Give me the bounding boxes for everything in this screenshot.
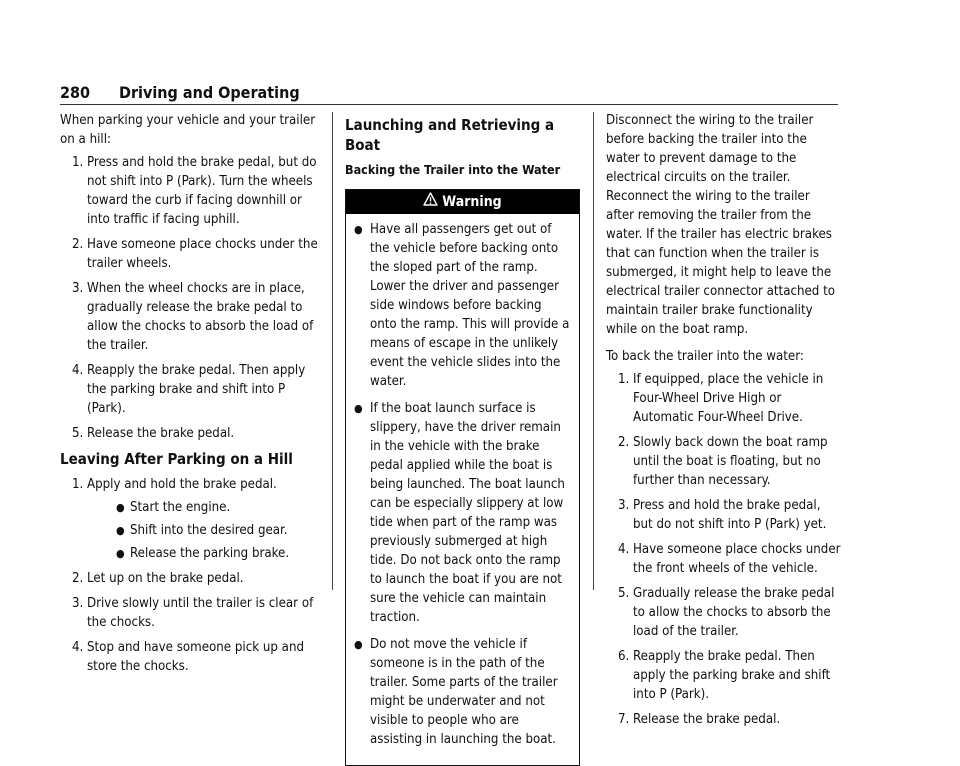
list-item: 5. Release the brake pedal. [72,426,235,441]
list-item: 4. Have someone place chocks under the front wheels of the vehicle. [618,542,841,576]
warning-title: Warning [442,194,502,210]
list-item: 6. Reapply the brake pedal. Then apply the parking brake and shift into P (Park). [618,649,831,702]
subheading-backing-trailer: Backing the Trailer into the Water [345,162,561,177]
bullet-item: ● If the boat launch surface is slippery, have the driver remain in the vehicle with the brake pedal applied while the boat is being launched. The boat launch can be especially slippery at low tide when part of the ramp was previously submerged at high tide. Do not back onto the ramp to launch the boat if you are not sure the vehicle can maintain traction. [354,401,565,625]
list-item: 4. Reapply the brake pedal. Then apply the parking brake and shift into P (Park). [72,363,306,416]
bullet-item: ● Start the engine. [116,500,231,515]
bullet-icon: ● [354,223,363,236]
warning-box [345,189,580,766]
bullet-icon: ● [354,402,363,415]
bullet-item: ● Have all passengers get out of the vehicle before backing onto the sloped part of the ramp. Lower the driver and passenger side windows before backing onto the ramp. This will provide a means of escape in the unlikely event the vehicle slides into the water. [354,222,570,389]
disconnect-wiring-paragraph: Disconnect the wiring to the trailer before backing the trailer into the water to prevent damage to the electrical circuits on the trailer. Reconnect the wiring to the trailer after removing the trailer from the water. If the trailer has electric brakes that can function when the trailer is submerged, it might help to leave the electrical trailer connector attached to maintain trailer brake functionality while on the boat ramp. [606,113,836,337]
bullet-icon: ● [116,547,125,560]
back-trailer-steps [606,370,841,729]
header-rule [60,104,838,105]
list-item: 1. If equipped, place the vehicle in Four-Wheel Drive High or Automatic Four-Wheel Drive. [618,372,824,425]
section-title: Driving and Operating [119,83,300,102]
list-item: 2. Slowly back down the boat ramp until the boat is floating, but no further than necessary. [618,435,828,488]
warning-triangle-icon [423,190,438,214]
column-divider [593,112,594,590]
parking-hill-intro: When parking your vehicle and your trailer on a hill: [60,113,316,147]
bullet-icon: ● [116,524,125,537]
list-item: 7. Release the brake pedal. [618,712,781,727]
column-divider [332,112,333,590]
list-item: 1. Press and hold the brake pedal, but do not shift into P (Park). Turn the wheels toward the curb if facing downhill or into traffic if facing uphill. [72,155,317,227]
bullet-icon: ● [354,638,363,651]
bullet-item: ● Shift into the desired gear. [116,523,288,538]
list-item: 5. Gradually release the brake pedal to allow the chocks to absorb the load of the trailer. [618,586,835,639]
list-item: 3. Press and hold the brake pedal, but do not shift into P (Park) yet. [618,498,827,532]
back-trailer-intro: To back the trailer into the water: [606,349,804,364]
sub-bullet-list [87,498,322,563]
list-item: 2. Have someone place chocks under the trailer wheels. [72,237,318,271]
column-middle [345,111,580,766]
warning-header [346,190,579,214]
list-item: 3. Drive slowly until the trailer is clear of the chocks. [72,596,314,630]
leaving-steps [60,475,322,676]
heading-launching-boat: Launching and Retrieving a Boat [345,116,555,154]
bullet-icon: ● [116,501,125,514]
bullet-item: ● Release the parking brake. [116,546,290,561]
list-item: 1. Apply and hold the brake pedal. ● Start the engine. ● Shift into the desired gear. ● Release the parking brake. [60,475,322,563]
page-number: 280 [60,83,91,102]
parking-hill-steps [60,153,322,443]
list-item: 4. Stop and have someone pick up and store the chocks. [72,640,304,674]
warning-bullets [346,214,579,765]
page-header [60,82,838,104]
bullet-item: ● Do not move the vehicle if someone is in the path of the trailer. Some parts of the trailer might be underwater and not visible to people who are assisting in launching the boat. [354,637,558,747]
column-right [606,111,841,735]
list-item: 3. When the wheel chocks are in place, gradually release the brake pedal to allow the chocks to absorb the load of the trailer. [72,281,314,353]
heading-leaving-after-parking: Leaving After Parking on a Hill [60,450,293,468]
list-item: 2. Let up on the brake pedal. [72,571,244,586]
column-left [60,111,322,682]
